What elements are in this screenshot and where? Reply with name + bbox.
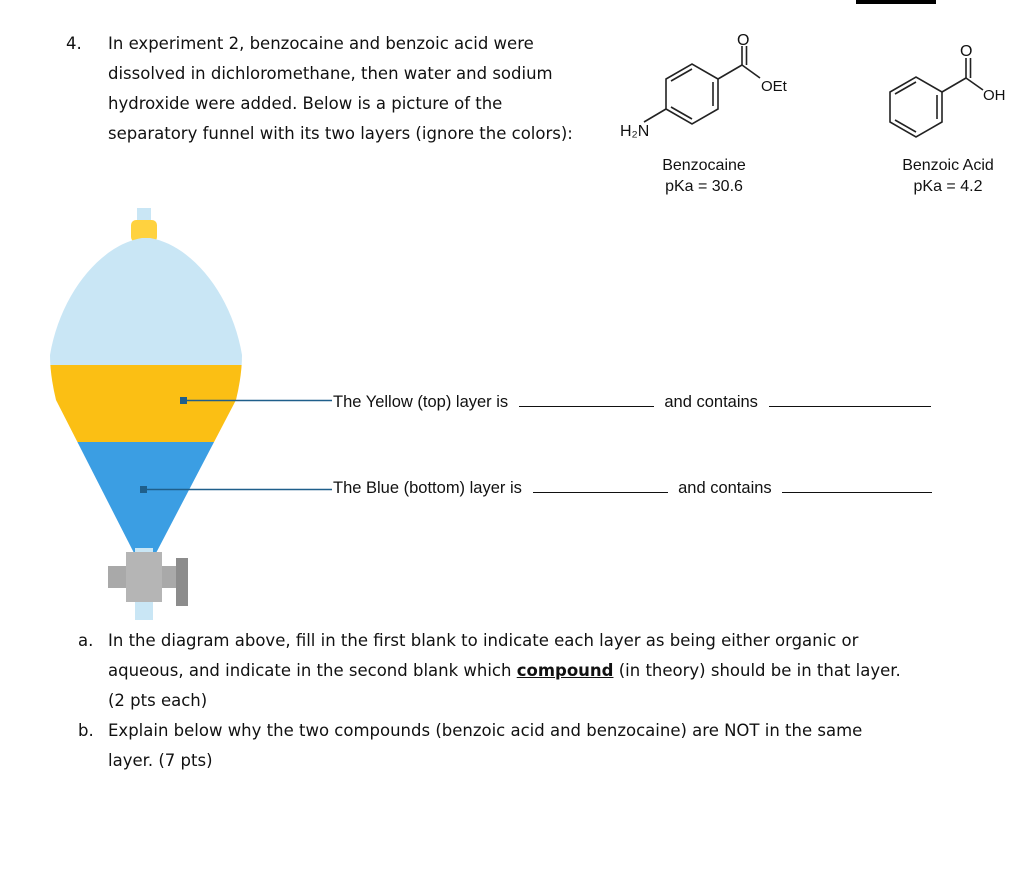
- yellow-layer: [40, 365, 260, 442]
- yellow-layer-label: The Yellow (top) layer is: [333, 393, 509, 411]
- question-number: 4.: [66, 34, 82, 53]
- question-body: [108, 29, 608, 149]
- blue-layer-contains-label: and contains: [678, 479, 772, 497]
- yellow-layer-type-blank[interactable]: [519, 392, 654, 407]
- blue-layer-label: The Blue (bottom) layer is: [333, 479, 522, 497]
- part-a-line: (2 pts each): [108, 691, 208, 710]
- part-b-text: [108, 716, 1008, 776]
- benzoic-acid-structure: [880, 30, 1024, 150]
- yellow-layer-marker: [180, 397, 187, 404]
- question-line: dissolved in dichloromethane, then water and sodium: [108, 64, 553, 83]
- part-a-line: In the diagram above, fill in the first blank to indicate each layer as being either organic or: [108, 631, 859, 650]
- benzoic-acid-oh-label: OH: [983, 87, 1006, 104]
- yellow-layer-compound-blank[interactable]: [769, 392, 931, 407]
- blue-layer-type-blank[interactable]: [533, 478, 668, 493]
- benzocaine-oet-label: OEt: [761, 78, 787, 95]
- part-a-line: [108, 656, 1008, 686]
- blue-layer-compound-blank[interactable]: [782, 478, 932, 493]
- benzocaine-carbonyl-o: O: [737, 32, 750, 49]
- part-b-label: b.: [78, 721, 94, 740]
- part-a-line2-post: (in theory) should be in that layer.: [613, 661, 901, 680]
- stopcock-body: [126, 552, 162, 602]
- top-edge-bar: [856, 0, 936, 4]
- part-a-line2-pre: aqueous, and indicate in the second blank which: [108, 661, 517, 680]
- compound-emphasis: compound: [516, 661, 614, 680]
- benzocaine-pka: pKa = 30.6: [665, 178, 743, 195]
- benzocaine-amine-label: H₂N: [620, 123, 650, 140]
- blue-layer-marker: [140, 486, 147, 493]
- question-line: separatory funnel with its two layers (ignore the colors):: [108, 124, 573, 143]
- part-b-line: layer. (7 pts): [108, 751, 213, 770]
- benzoic-acid-carbonyl-o: O: [960, 43, 973, 60]
- part-a-label: a.: [78, 631, 94, 650]
- funnel-air-space: [40, 230, 260, 365]
- benzoic-acid-name: Benzoic Acid: [902, 157, 994, 174]
- benzocaine-ring: [666, 64, 718, 124]
- blue-layer: [40, 442, 260, 562]
- stopcock-handle-right: [176, 558, 188, 606]
- benzoic-acid-ring: [890, 77, 942, 137]
- benzoic-acid-pka: pKa = 4.2: [913, 178, 983, 195]
- yellow-layer-question: [333, 392, 931, 412]
- part-a-text: [108, 626, 1008, 716]
- blue-layer-question: [333, 478, 932, 498]
- stopcock-connector: [162, 566, 176, 588]
- part-b-line: Explain below why the two compounds (benzoic acid and benzocaine) are NOT in the same: [108, 721, 863, 740]
- question-line: hydroxide were added. Below is a picture of the: [108, 94, 503, 113]
- question-line: In experiment 2, benzocaine and benzoic acid were: [108, 34, 534, 53]
- benzocaine-structure: [600, 30, 820, 150]
- yellow-layer-contains-label: and contains: [664, 393, 758, 411]
- benzocaine-name: Benzocaine: [662, 157, 746, 174]
- separatory-funnel: [40, 200, 340, 620]
